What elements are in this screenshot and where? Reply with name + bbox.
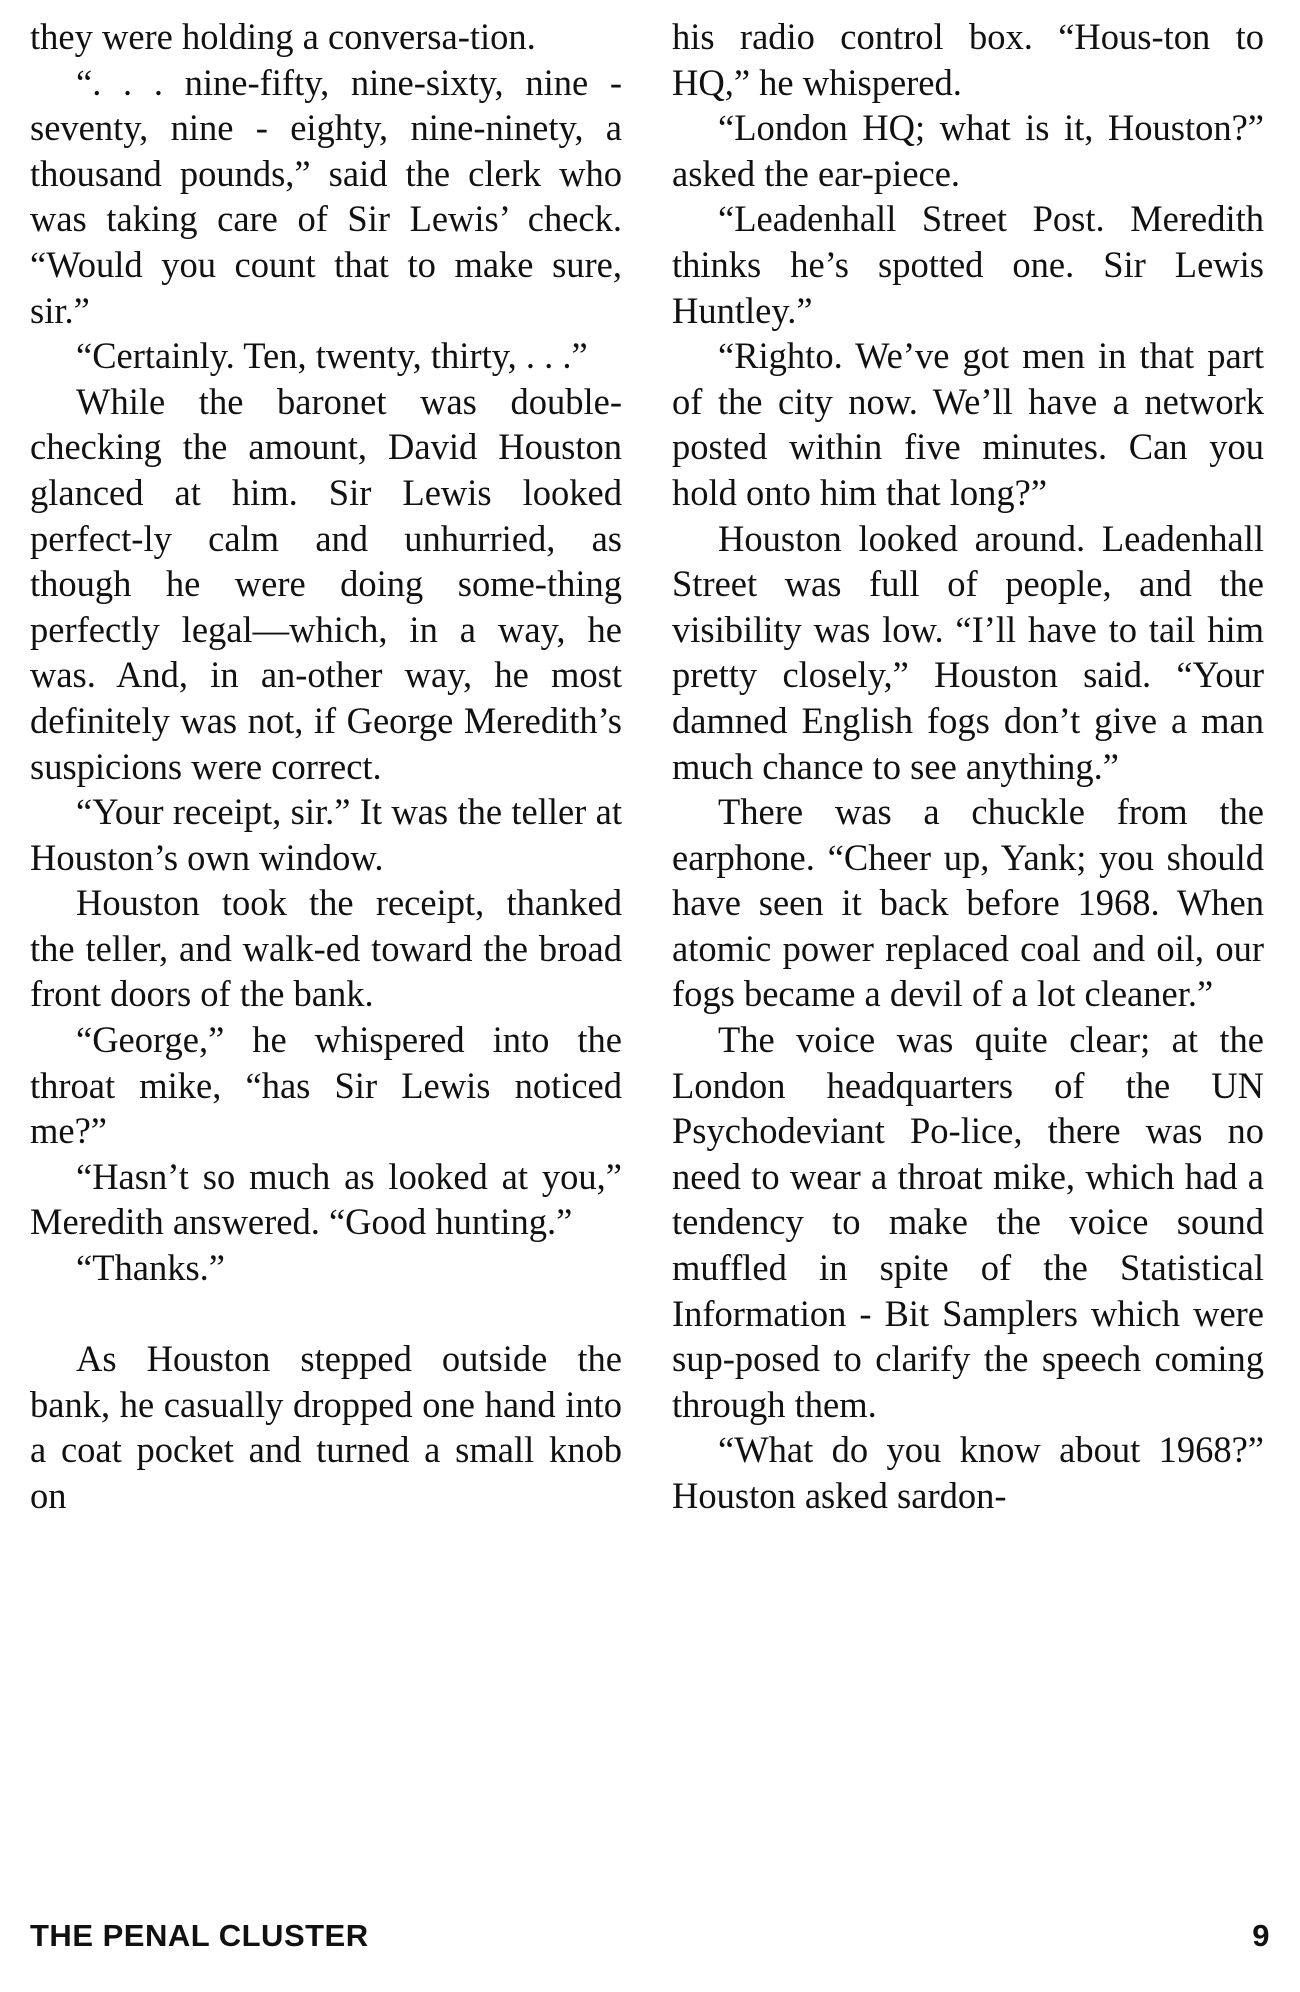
paragraph: The voice was quite clear; at the London headquarters of the UN Psychodeviant Po-lice, there was no need to wear a throat mike, which had a tendency to make the voice sound muffled in spite of the Statistical Information - Bit Samplers which were sup-posed to clarify the speech coming through them. [672,1019,1264,1425]
paragraph: “Thanks.” [76,1247,225,1289]
paragraph: his radio control box. “Hous-ton to HQ,” he whispered. [672,16,1264,103]
paragraph: they were holding a conversa-tion. [30,16,536,57]
paragraph: “London HQ; what is it, Houston?” asked the ear-piece. [672,107,1264,194]
paragraph: “Hasn’t so much as looked at you,” Meredith answered. “Good hunting.” [30,1155,622,1243]
paragraph: “Righto. We’ve got men in that part of the city now. We’ll have a network posted within five minutes. Can you hold onto him that long?” [672,335,1264,513]
paragraph: “. . . nine-fifty, nine-sixty, nine - seventy, nine - eighty, nine-ninety, a thousand pounds,” said the clerk who was taking care of Sir Lewis’ check. “Would you count that to make sure, sir.” [30,61,622,331]
running-title: THE PENAL CLUSTER [30,1918,369,1953]
right-column [672,14,1264,1519]
paragraph: As Houston stepped outside the bank, he casually dropped one hand into a coat pocket and turned a small knob on [30,1338,622,1516]
paragraph: “Your receipt, sir.” It was the teller at Houston’s own window. [30,791,622,878]
paragraph: “George,” he whispered into the throat mike, “has Sir Lewis noticed me?” [30,1019,622,1152]
paragraph: “Leadenhall Street Post. Meredith thinks he’s spotted one. Sir Lewis Huntley.” [672,198,1264,331]
paragraph: There was a chuckle from the earphone. “Cheer up, Yank; you should have seen it back before 1968. When atomic power replaced coal and oil, our fogs became a devil of a lot cleaner.” [672,791,1264,1015]
paragraph: “Certainly. Ten, twenty, thirty, . . .” [76,335,588,377]
paragraph: Houston took the receipt, thanked the teller, and walk-ed toward the broad front doors of the bank. [30,882,622,1015]
page-footer [30,1918,1270,1968]
paragraph: While the baronet was double-checking the amount, David Houston glanced at him. Sir Lewis looked perfect-ly calm and unhurried, as though he were doing some-thing perfectly legal—which, in a way, he was. And, in an-other way, he most definitely was not, if George Meredith’s suspicions were correct. [30,380,622,787]
paragraph: “What do you know about 1968?” Houston asked sardon- [672,1429,1264,1516]
left-column [30,14,622,1519]
page-number: 9 [1252,1918,1270,1953]
paragraph: Houston looked around. Leadenhall Street was full of people, and the visibility was low. “I’ll have to tail him pretty closely,” Houston said. “Your damned English fogs don’t give a man much chance to see anything.” [672,517,1264,787]
